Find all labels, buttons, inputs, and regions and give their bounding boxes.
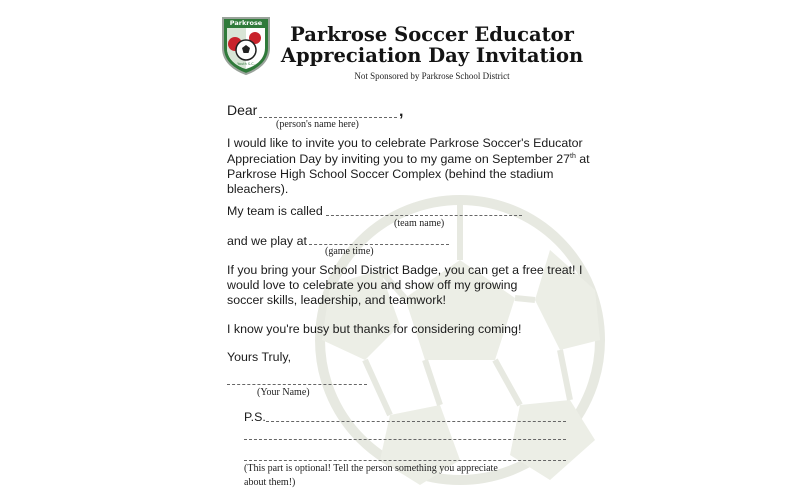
para1-line2-end: at xyxy=(575,152,590,166)
para1-line1: I would like to invite you to celebrate Parkrose Soccer's Educator xyxy=(227,136,583,150)
para2-line1: If you bring your School District Badge, you can get a free treat! I xyxy=(227,263,583,277)
para1-line3: Parkrose High School Soccer Complex (behind the stadium xyxy=(227,167,554,181)
team-label: My team is called xyxy=(227,204,323,218)
dear-label: Dear xyxy=(227,102,258,118)
para3: I know you're busy but thanks for considering coming! xyxy=(227,322,522,336)
logo-text-top: Parkrose xyxy=(229,19,263,27)
soccer-ball-watermark xyxy=(310,190,610,490)
recipient-name-line[interactable] xyxy=(259,117,397,118)
para1-line2-text: Appreciation Day by inviting you to my game on September 27 xyxy=(227,152,570,166)
team-name-hint: (team name) xyxy=(394,218,445,229)
ps-note-line2: about them!) xyxy=(244,477,296,488)
recipient-name-hint: (person's name here) xyxy=(276,119,359,130)
title-line-1: Parkrose Soccer Educator xyxy=(290,23,574,46)
your-name-line[interactable] xyxy=(227,384,367,385)
ps-label: P.S. xyxy=(244,410,266,424)
para1-line2 xyxy=(227,152,590,168)
para2-line2: would love to celebrate you and show off my growing xyxy=(227,278,518,292)
page-title xyxy=(272,24,592,66)
parkrose-shield-logo xyxy=(219,14,273,76)
ps-line-1[interactable] xyxy=(266,421,566,422)
logo-text-bottom: Youth S.C. xyxy=(237,62,255,66)
ps-line-2[interactable] xyxy=(244,439,566,440)
play-label: and we play at xyxy=(227,234,307,248)
title-line-2: Appreciation Day Invitation xyxy=(280,44,584,67)
para1-superscript: th xyxy=(570,152,576,160)
dear-comma: , xyxy=(399,103,404,120)
team-name-line[interactable] xyxy=(326,215,522,216)
ps-note-line1: (This part is optional! Tell the person something you appreciate xyxy=(244,463,498,474)
ps-line-3[interactable] xyxy=(244,460,566,461)
para2-line3: soccer skills, leadership, and teamwork! xyxy=(227,293,446,307)
game-time-line[interactable] xyxy=(309,244,449,245)
your-name-hint: (Your Name) xyxy=(257,387,310,398)
page-subtitle: Not Sponsored by Parkrose School District xyxy=(354,71,510,81)
closing: Yours Truly, xyxy=(227,350,292,364)
para1-line4: bleachers). xyxy=(227,182,289,196)
game-time-hint: (game time) xyxy=(325,246,374,257)
